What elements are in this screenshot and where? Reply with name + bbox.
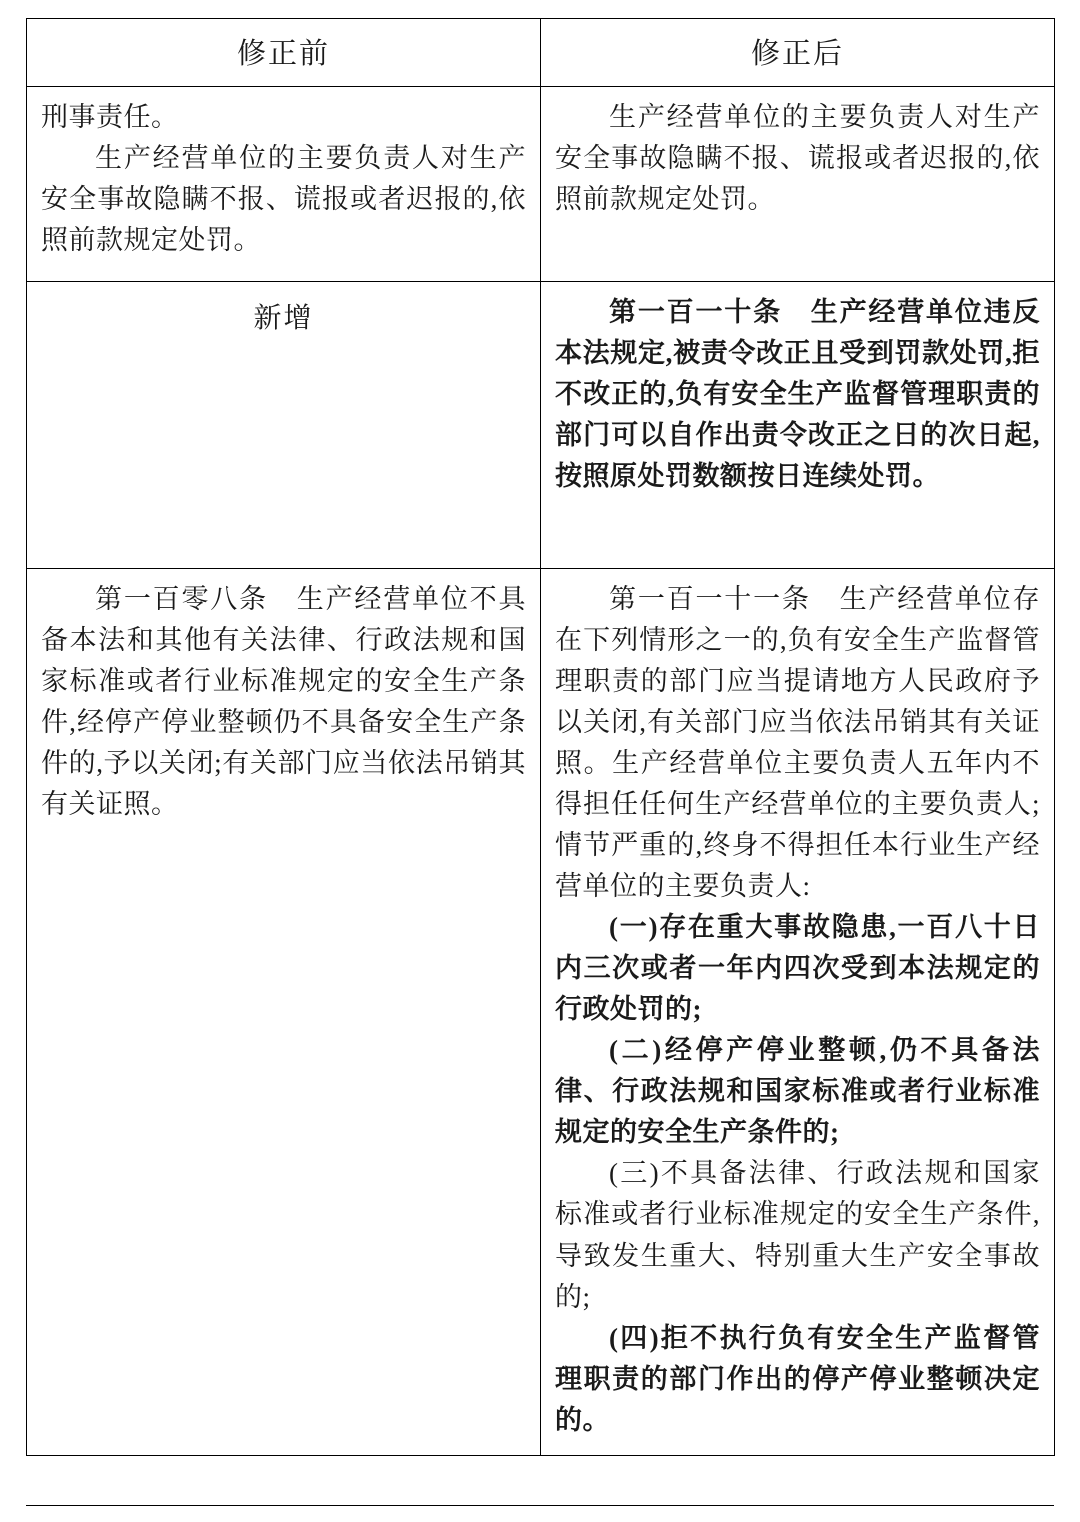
column-header-before bbox=[27, 19, 541, 87]
cell-before-row3 bbox=[27, 569, 541, 1456]
law-comparison-table bbox=[26, 18, 1055, 1456]
table-row bbox=[27, 282, 1055, 569]
cell-before-row2 bbox=[27, 282, 541, 569]
new-addition-label: 新增 bbox=[253, 303, 314, 334]
paragraph: (一)存在重大事故隐患,一百八十日内三次或者一年内四次受到本法规定的行政处罚的; bbox=[555, 912, 1040, 1025]
paragraph: (四)拒不执行负有安全生产监督管理职责的部门作出的停产停业整顿决定的。 bbox=[555, 1322, 1040, 1435]
paragraph: 刑事责任。 bbox=[41, 102, 179, 132]
cell-after-row1 bbox=[541, 87, 1055, 282]
paragraph: 第一百一十条 生产经营单位违反本法规定,被责令改正且受到罚款处罚,拒不改正的,负有安全生产监督管理职责的部门可以自作出责令改正之日的次日起,按照原处罚数额按日连续处罚。 bbox=[555, 297, 1040, 492]
cell-after-row2 bbox=[541, 282, 1055, 569]
paragraph: 生产经营单位的主要负责人对生产安全事故隐瞒不报、谎报或者迟报的,依照前款规定处罚。 bbox=[555, 102, 1040, 215]
paragraph: 生产经营单位的主要负责人对生产安全事故隐瞒不报、谎报或者迟报的,依照前款规定处罚。 bbox=[41, 143, 526, 256]
column-header-before-label: 修正前 bbox=[236, 38, 330, 70]
page-bottom-rule bbox=[26, 1505, 1054, 1506]
cell-after-row3 bbox=[541, 569, 1055, 1456]
column-header-after-label: 修正后 bbox=[750, 38, 844, 70]
paragraph: 第一百一十一条 生产经营单位存在下列情形之一的,负有安全生产监督管理职责的部门应当提请地方人民政府予以关闭,有关部门应当依法吊销其有关证照。生产经营单位主要负责人五年内不得担任任何生产经营单位的主要负责人;情节严重的,终身不得担任本行业生产经营单位的主要负责人: bbox=[555, 584, 1040, 902]
table-row bbox=[27, 87, 1055, 282]
paragraph: (二)经停产停业整顿,仍不具备法律、行政法规和国家标准或者行业标准规定的安全生产条件的; bbox=[555, 1035, 1040, 1148]
paragraph: (三)不具备法律、行政法规和国家标准或者行业标准规定的安全生产条件,导致发生重大、特别重大生产安全事故的; bbox=[555, 1158, 1040, 1312]
column-header-after bbox=[541, 19, 1055, 87]
paragraph: 第一百零八条 生产经营单位不具备本法和其他有关法律、行政法规和国家标准或者行业标准规定的安全生产条件,经停产停业整顿仍不具备安全生产条件的,予以关闭;有关部门应当依法吊销其有关证照。 bbox=[41, 584, 526, 820]
cell-before-row1 bbox=[27, 87, 541, 282]
table-header-row bbox=[27, 19, 1055, 87]
table-row bbox=[27, 569, 1055, 1456]
